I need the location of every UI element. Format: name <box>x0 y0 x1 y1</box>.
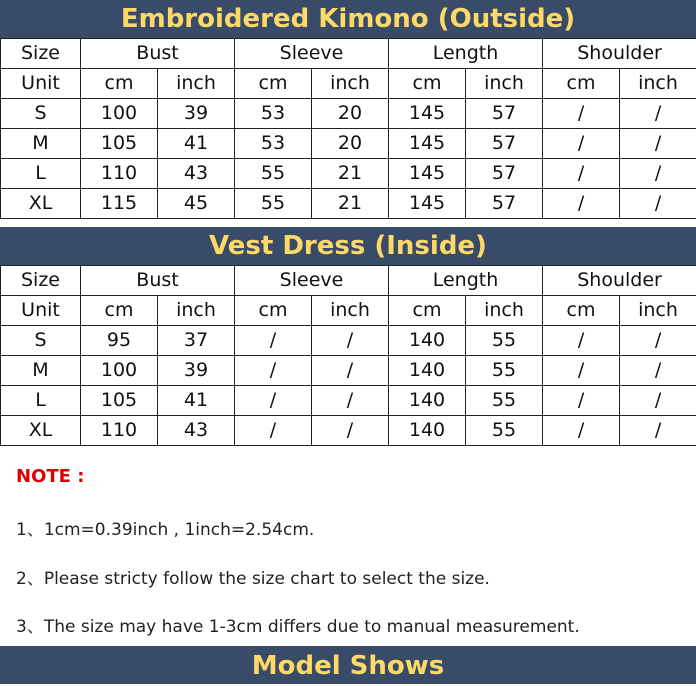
shoulder-cm-cell: / <box>543 99 620 129</box>
bust-inch-cell: 39 <box>158 356 235 386</box>
shoulder-inch-cell: / <box>620 189 696 219</box>
size-cell: S <box>1 99 81 129</box>
shoulder-cm-cell: / <box>543 326 620 356</box>
unit-cm: cm <box>235 296 312 326</box>
shoulder-inch-cell: / <box>620 159 696 189</box>
note-title: NOTE : <box>16 466 84 487</box>
size-header: Size <box>1 39 81 69</box>
bust-cm-cell: 95 <box>81 326 158 356</box>
bust-inch-cell: 41 <box>158 386 235 416</box>
bust-inch-cell: 39 <box>158 99 235 129</box>
bust-header: Bust <box>81 266 235 296</box>
vest-size-table <box>0 265 696 446</box>
unit-cm: cm <box>543 69 620 99</box>
shoulder-inch-cell: / <box>620 326 696 356</box>
sleeve-cm-cell: 53 <box>235 129 312 159</box>
kimono-title-banner <box>0 0 696 38</box>
size-cell: S <box>1 326 81 356</box>
unit-header: Unit <box>1 296 81 326</box>
sleeve-header: Sleeve <box>235 39 389 69</box>
table-row <box>1 129 696 159</box>
model-shows-banner <box>0 646 696 684</box>
bust-cm-cell: 105 <box>81 386 158 416</box>
size-cell: XL <box>1 416 81 446</box>
length-inch-cell: 55 <box>466 356 543 386</box>
kimono-size-table <box>0 38 696 219</box>
kimono-title: Embroidered Kimono (Outside) <box>0 0 696 38</box>
bust-inch-cell: 37 <box>158 326 235 356</box>
table-row <box>1 99 696 129</box>
unit-cm: cm <box>389 69 466 99</box>
bust-cm-cell: 115 <box>81 189 158 219</box>
shoulder-cm-cell: / <box>543 356 620 386</box>
length-cm-cell: 140 <box>389 356 466 386</box>
bust-inch-cell: 43 <box>158 416 235 446</box>
sleeve-cm-cell: / <box>235 386 312 416</box>
sleeve-cm-cell: / <box>235 416 312 446</box>
unit-row <box>1 69 696 99</box>
unit-cm: cm <box>543 296 620 326</box>
sleeve-header: Sleeve <box>235 266 389 296</box>
bust-inch-cell: 41 <box>158 129 235 159</box>
bust-cm-cell: 110 <box>81 159 158 189</box>
shoulder-cm-cell: / <box>543 416 620 446</box>
table-row <box>1 416 696 446</box>
shoulder-header: Shoulder <box>543 266 696 296</box>
bust-cm-cell: 100 <box>81 356 158 386</box>
size-cell: L <box>1 386 81 416</box>
size-cell: M <box>1 129 81 159</box>
shoulder-inch-cell: / <box>620 99 696 129</box>
unit-inch: inch <box>158 69 235 99</box>
shoulder-inch-cell: / <box>620 356 696 386</box>
shoulder-cm-cell: / <box>543 129 620 159</box>
note-item: 2、Please stricty follow the size chart to select the size. <box>16 564 490 589</box>
size-cell: M <box>1 356 81 386</box>
bust-header: Bust <box>81 39 235 69</box>
length-cm-cell: 145 <box>389 189 466 219</box>
bust-cm-cell: 100 <box>81 99 158 129</box>
length-header: Length <box>389 266 543 296</box>
bust-inch-cell: 45 <box>158 189 235 219</box>
table-row <box>1 159 696 189</box>
vest-title: Vest Dress (Inside) <box>0 227 696 265</box>
length-cm-cell: 145 <box>389 159 466 189</box>
unit-inch: inch <box>158 296 235 326</box>
table-row <box>1 356 696 386</box>
unit-inch: inch <box>620 296 696 326</box>
sleeve-cm-cell: 55 <box>235 189 312 219</box>
table-row <box>1 326 696 356</box>
sleeve-cm-cell: 53 <box>235 99 312 129</box>
bust-cm-cell: 105 <box>81 129 158 159</box>
bust-cm-cell: 110 <box>81 416 158 446</box>
size-cell: XL <box>1 189 81 219</box>
unit-cm: cm <box>81 69 158 99</box>
shoulder-cm-cell: / <box>543 159 620 189</box>
sleeve-inch-cell: 20 <box>312 99 389 129</box>
unit-row <box>1 296 696 326</box>
length-cm-cell: 140 <box>389 326 466 356</box>
unit-inch: inch <box>466 69 543 99</box>
sleeve-inch-cell: / <box>312 356 389 386</box>
size-header: Size <box>1 266 81 296</box>
length-inch-cell: 57 <box>466 189 543 219</box>
length-cm-cell: 145 <box>389 129 466 159</box>
length-inch-cell: 57 <box>466 159 543 189</box>
sleeve-inch-cell: 21 <box>312 159 389 189</box>
header-row <box>1 266 696 296</box>
model-shows-title: Model Shows <box>0 646 696 686</box>
sleeve-inch-cell: 20 <box>312 129 389 159</box>
length-inch-cell: 55 <box>466 386 543 416</box>
sleeve-inch-cell: / <box>312 386 389 416</box>
length-cm-cell: 140 <box>389 386 466 416</box>
unit-inch: inch <box>620 69 696 99</box>
shoulder-inch-cell: / <box>620 386 696 416</box>
note-item: 1、1cm=0.39inch , 1inch=2.54cm. <box>16 515 314 540</box>
shoulder-header: Shoulder <box>543 39 696 69</box>
table-row <box>1 189 696 219</box>
sleeve-cm-cell: 55 <box>235 159 312 189</box>
length-cm-cell: 140 <box>389 416 466 446</box>
header-row <box>1 39 696 69</box>
sleeve-cm-cell: / <box>235 356 312 386</box>
shoulder-cm-cell: / <box>543 386 620 416</box>
unit-cm: cm <box>81 296 158 326</box>
sleeve-cm-cell: / <box>235 326 312 356</box>
unit-cm: cm <box>235 69 312 99</box>
length-inch-cell: 57 <box>466 129 543 159</box>
unit-cm: cm <box>389 296 466 326</box>
length-header: Length <box>389 39 543 69</box>
shoulder-inch-cell: / <box>620 129 696 159</box>
unit-inch: inch <box>312 296 389 326</box>
sleeve-inch-cell: 21 <box>312 189 389 219</box>
vest-title-banner <box>0 227 696 265</box>
length-inch-cell: 55 <box>466 416 543 446</box>
sleeve-inch-cell: / <box>312 416 389 446</box>
unit-inch: inch <box>466 296 543 326</box>
sleeve-inch-cell: / <box>312 326 389 356</box>
length-inch-cell: 55 <box>466 326 543 356</box>
unit-inch: inch <box>312 69 389 99</box>
length-cm-cell: 145 <box>389 99 466 129</box>
unit-header: Unit <box>1 69 81 99</box>
note-item: 3、The size may have 1-3cm differs due to manual measurement. <box>16 612 580 637</box>
shoulder-cm-cell: / <box>543 189 620 219</box>
bust-inch-cell: 43 <box>158 159 235 189</box>
size-cell: L <box>1 159 81 189</box>
table-row <box>1 386 696 416</box>
shoulder-inch-cell: / <box>620 416 696 446</box>
length-inch-cell: 57 <box>466 99 543 129</box>
